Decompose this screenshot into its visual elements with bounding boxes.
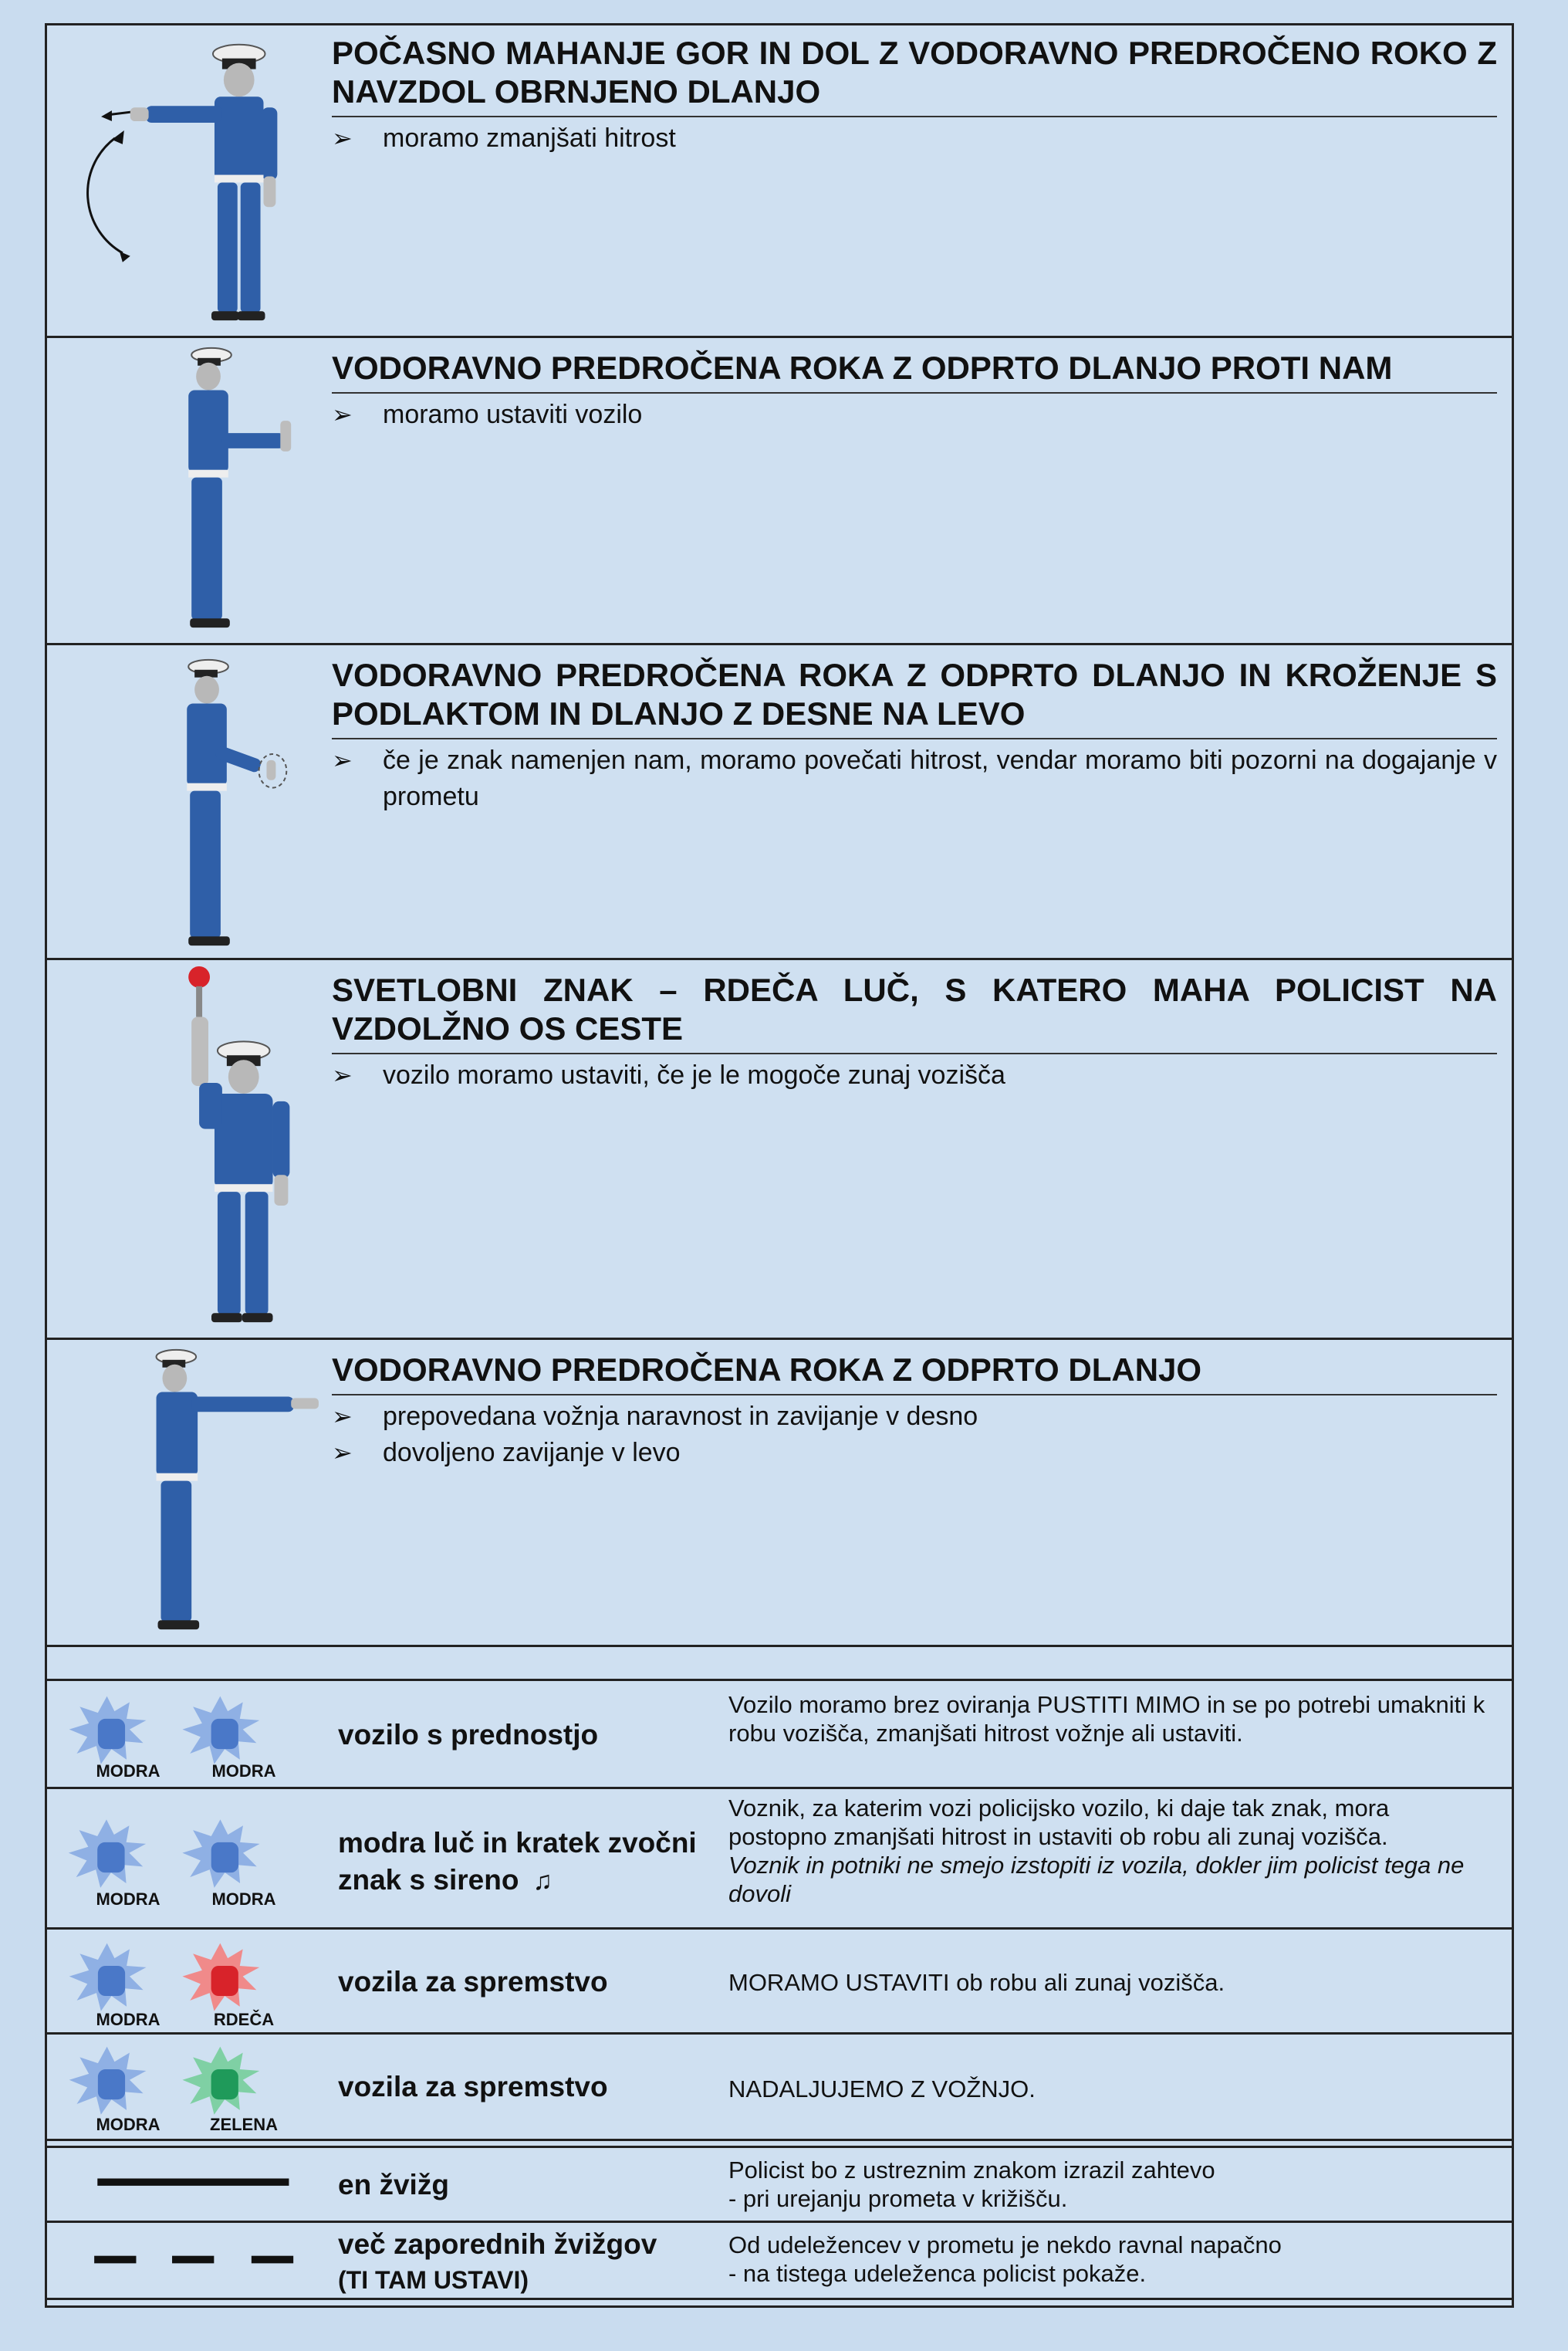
light-row-description: MORAMO USTAVITI ob robu ali zunaj vozišča. <box>728 1969 1225 1996</box>
signal-row-4 <box>45 960 1514 1340</box>
light-row-description: Vozilo moramo brez oviranja PUSTITI MIMO in se po potrebi umakniti k robu vozišča, zmanjšati hitrost vožnje ali ustaviti. <box>728 1691 1485 1747</box>
signal-text <box>332 971 1497 1094</box>
long-whistle-line-icon <box>51 2148 344 2221</box>
light-color-label: MODRA <box>96 1889 161 1909</box>
light-color-label: MODRA <box>211 1761 276 1781</box>
arrow-bullet-icon: ➢ <box>332 746 353 774</box>
light-color-label: RDEČA <box>213 2010 275 2029</box>
police-officer-arm-extended-figure <box>60 1340 361 1645</box>
police-officer-red-light-figure <box>60 960 361 1338</box>
signal-title: VODORAVNO PREDROČENA ROKA Z ODPRTO DLANJO PROTI NAM <box>332 349 1497 394</box>
signal-title: POČASNO MAHANJE GOR IN DOL Z VODORAVNO PREDROČENO ROKO Z NAVZDOL OBRNJENO DLANJO <box>332 34 1497 117</box>
signal-title: VODORAVNO PREDROČENA ROKA Z ODPRTO DLANJO <box>332 1351 1497 1395</box>
whistle-row-label: več zaporednih žvižgov <box>338 2228 657 2260</box>
light-row-note: Voznik in potniki ne smejo izstopiti iz vozila, dokler jim policist tega ne dovoli <box>728 1852 1465 1907</box>
light-color-label: MODRA <box>96 2010 161 2029</box>
whistle-row-2 <box>45 2223 1514 2300</box>
short-whistles-dashes-icon <box>51 2223 344 2298</box>
signal-row-1 <box>45 23 1514 338</box>
light-row-2 <box>45 1789 1514 1930</box>
whistle-row-description: Od udeležencev v prometu je nekdo ravnal napačno - na tistega udeleženca policist pokaže. <box>728 2231 1282 2287</box>
signal-bullet: ➢ moramo ustaviti vozilo <box>332 397 1497 433</box>
light-row-label: modra luč in kratek zvočni znak s sireno ♫ <box>338 1827 697 1896</box>
signal-bullet: ➢ prepovedana vožnja naravnost in zavijanje v desno <box>332 1399 1497 1435</box>
signal-row-5 <box>45 1340 1514 1647</box>
red-lamp-icon <box>188 966 210 988</box>
light-row-label: vozila za spremstvo <box>338 2071 608 2102</box>
police-officer-waving-figure <box>60 23 361 336</box>
light-row-1 <box>45 1681 1514 1789</box>
signal-bullet: ➢ vozilo moramo ustaviti, če je le mogoče zunaj vozišča <box>332 1057 1497 1094</box>
signal-bullet: ➢ če je znak namenjen nam, moramo povečati hitrost, vendar moramo biti pozorni na dogajanje v prometu <box>332 743 1497 815</box>
light-color-label: MODRA <box>96 1761 161 1781</box>
police-officer-circling-hand-figure <box>60 645 361 958</box>
light-color-label: MODRA <box>211 1889 276 1909</box>
police-officer-stop-palm-figure <box>60 338 361 643</box>
spacer-row <box>45 1647 1514 1681</box>
arrow-bullet-icon: ➢ <box>332 401 353 428</box>
signal-bullet: ➢ moramo zmanjšati hitrost <box>332 120 1497 157</box>
signal-title: SVETLOBNI ZNAK – RDEČA LUČ, S KATERO MAHA POLICIST NA VZDOLŽNO OS CESTE <box>332 971 1497 1054</box>
light-row-label: vozilo s prednostjo <box>338 1719 599 1751</box>
light-color-label: MODRA <box>96 2115 161 2134</box>
whistle-row-1 <box>45 2146 1514 2223</box>
signal-row-3 <box>45 645 1514 960</box>
whistle-row-label: en žvižg <box>338 2169 449 2200</box>
light-row-description: NADALJUJEMO Z VOŽNJO. <box>728 2075 1036 2102</box>
light-color-label: ZELENA <box>210 2115 278 2134</box>
whistle-row-sublabel: (TI TAM USTAVI) <box>338 2266 529 2294</box>
light-row-description: Voznik, za katerim vozi policijsko vozilo, ki daje tak znak, mora postopno zmanjšati hitrost in ustaviti ob robu ali zunaj vozišča. Voznik in potniki ne smejo izstopiti iz vozila, dokler jim policist tega ne dovoli <box>728 1794 1491 1908</box>
signal-row-2 <box>45 338 1514 645</box>
signal-text <box>332 656 1497 815</box>
arrow-bullet-icon: ➢ <box>332 1061 353 1089</box>
light-row-3 <box>45 1930 1514 2035</box>
signal-text <box>332 34 1497 157</box>
whistle-row-description: Policist bo z ustreznim znakom izrazil zahtevo - pri urejanju prometa v križišču. <box>728 2156 1215 2212</box>
light-row-4 <box>45 2035 1514 2141</box>
arrow-bullet-icon: ➢ <box>332 124 353 152</box>
signal-title: VODORAVNO PREDROČENA ROKA Z ODPRTO DLANJO IN KROŽENJE S PODLAKTOM IN DLANJO Z DESNE NA LEVO <box>332 656 1497 739</box>
light-row-label: vozila za spremstvo <box>338 1966 608 1998</box>
signal-text <box>332 349 1497 433</box>
signal-text <box>332 1351 1497 1471</box>
arrow-bullet-icon: ➢ <box>332 1402 353 1430</box>
signal-bullet: ➢ dovoljeno zavijanje v levo <box>332 1435 1497 1471</box>
music-note-icon: ♫ <box>532 1866 553 1896</box>
arrow-bullet-icon: ➢ <box>332 1439 353 1466</box>
